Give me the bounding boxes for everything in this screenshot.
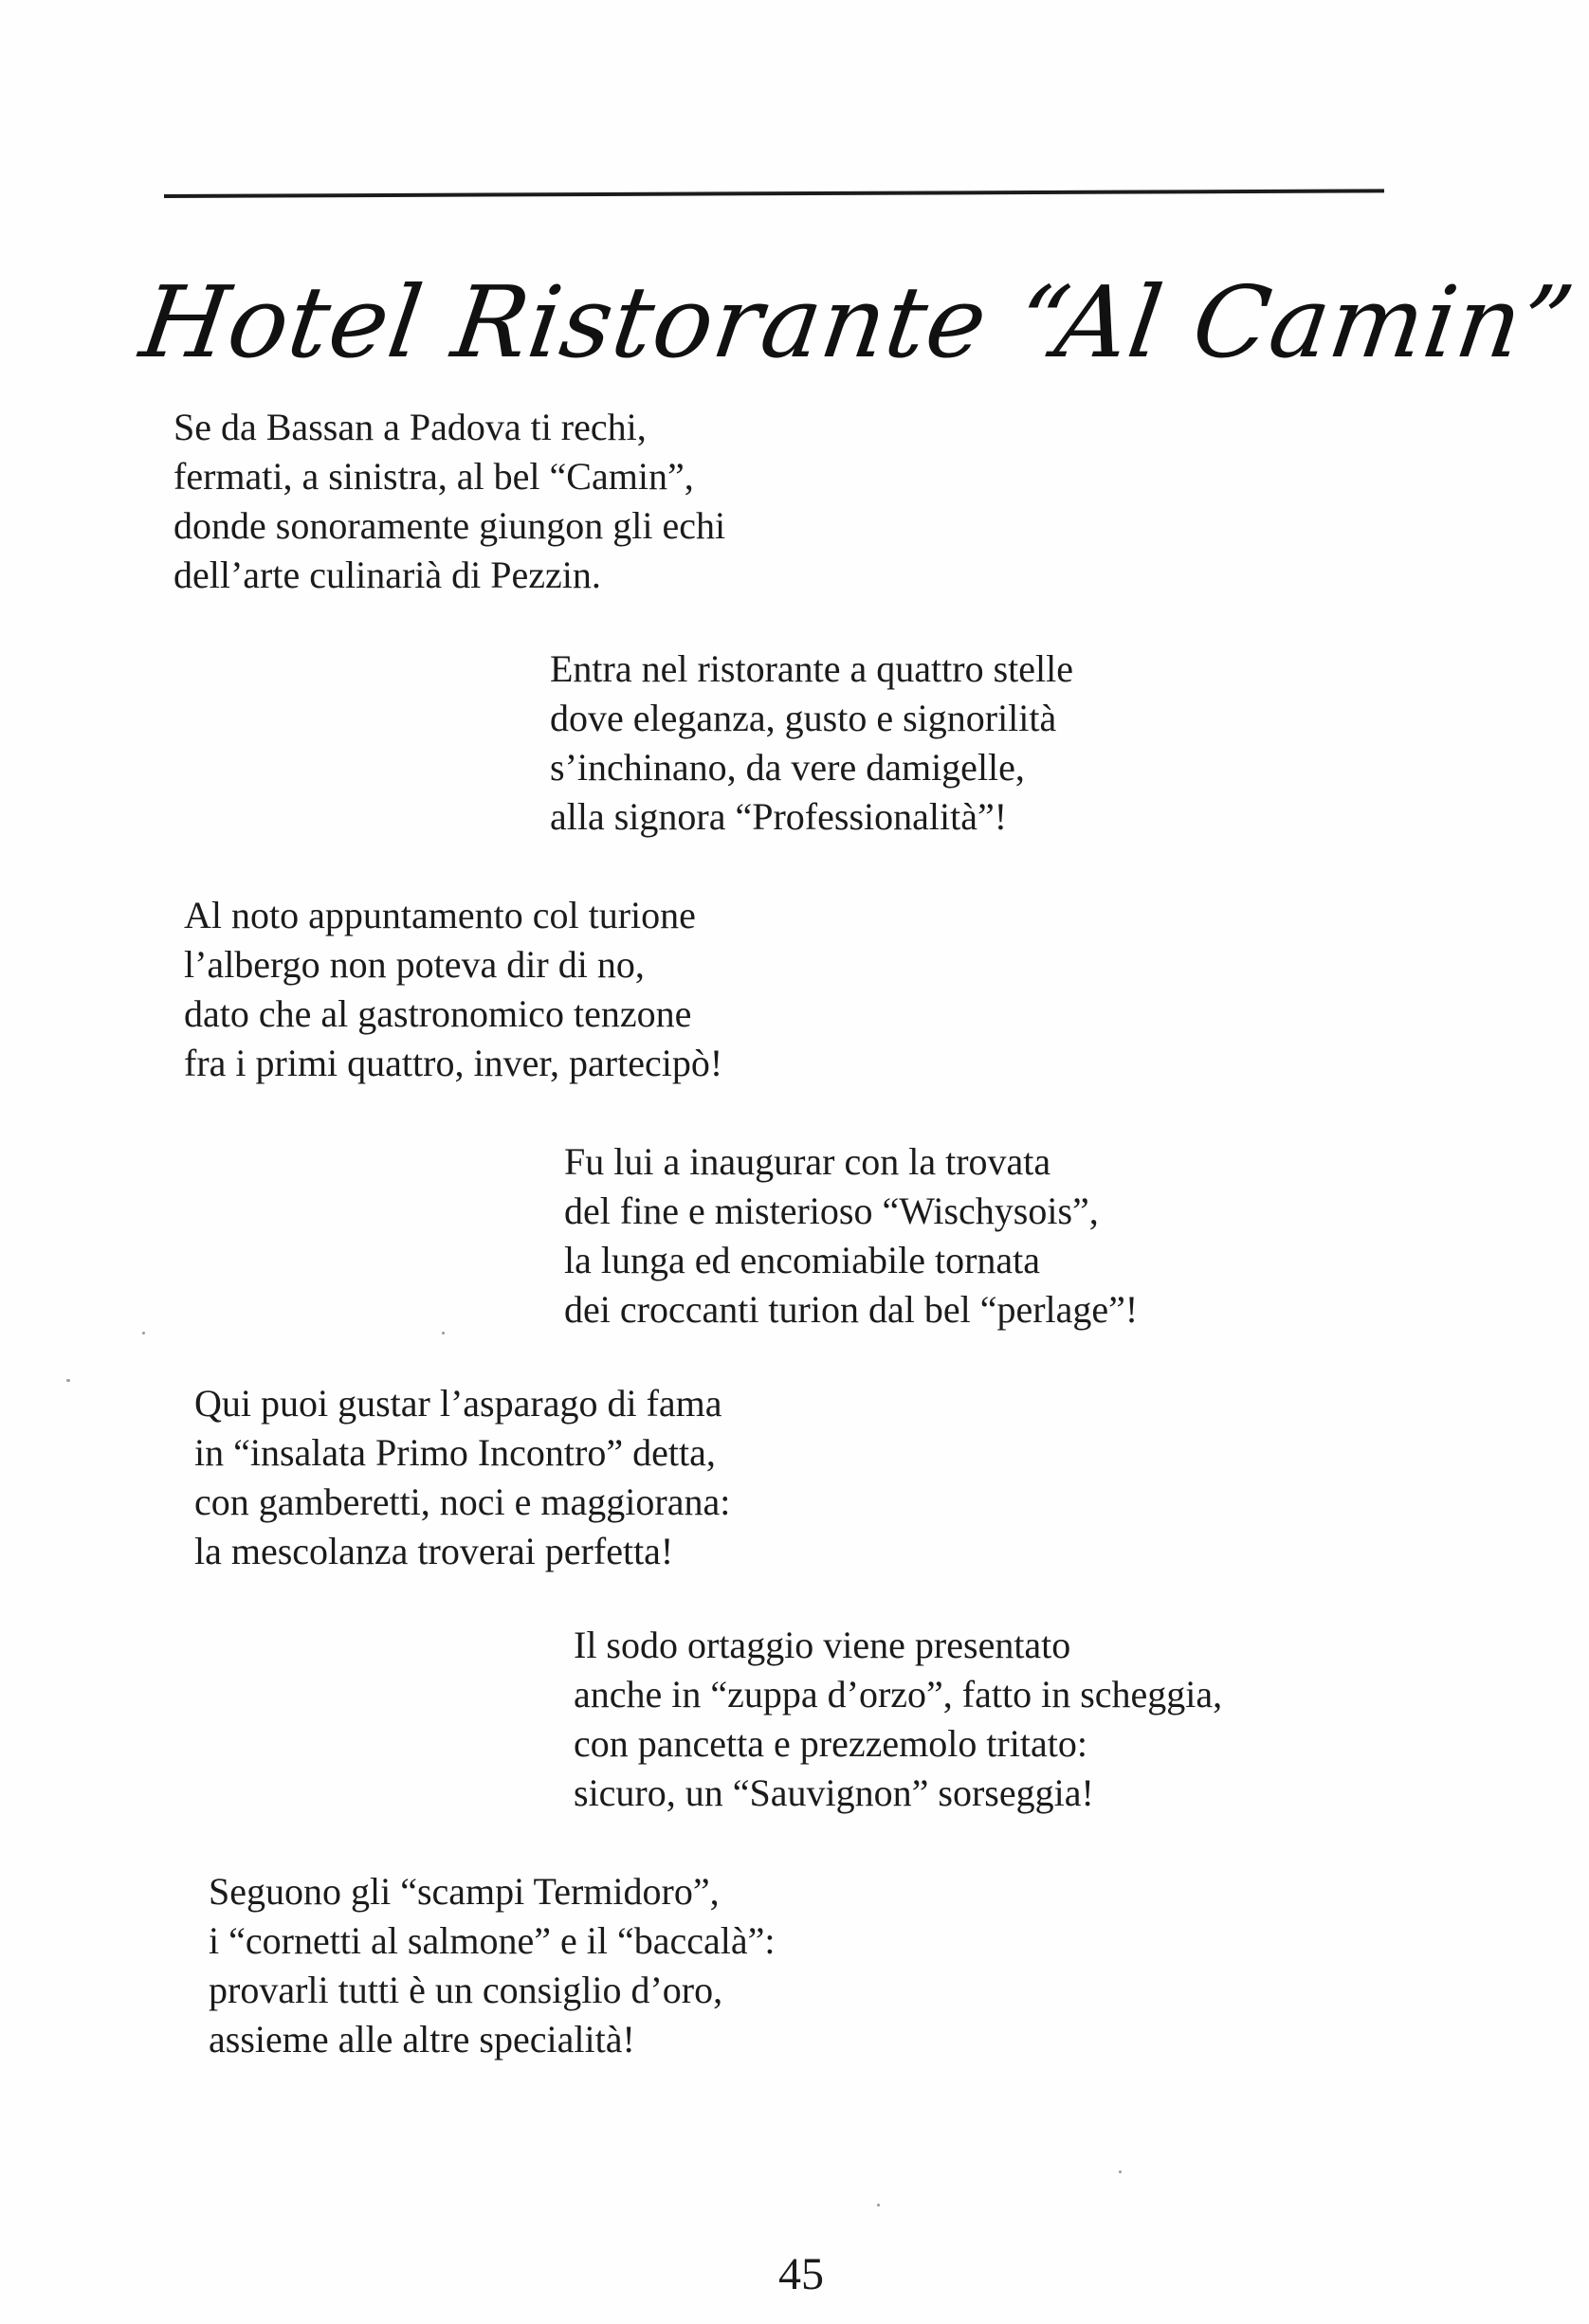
verse-line: dove eleganza, gusto e signorilità — [550, 697, 1057, 739]
verse-line: assieme alle altre specialità! — [209, 2018, 635, 2061]
verse-line: anche in “zuppa d’orzo”, fatto in scheggia, — [574, 1673, 1223, 1716]
poem-title: Hotel Ristorante “Al Camin” — [134, 264, 1581, 380]
stanza — [174, 403, 725, 600]
page-number: 45 — [778, 2249, 824, 2299]
verse-line: dato che al gastronomico tenzone — [184, 992, 692, 1035]
paper-speck — [1119, 2170, 1122, 2173]
stanza — [209, 1867, 775, 2064]
verse-line: la lunga ed encomiabile tornata — [564, 1239, 1041, 1281]
verse-line: sicuro, un “Sauvignon” sorseggia! — [574, 1771, 1094, 1814]
verse-line: provarli tutti è un consiglio d’oro, — [209, 1969, 723, 2011]
verse-line: del fine e misterioso “Wischysois”, — [564, 1189, 1099, 1232]
verse-line: Seguono gli “scampi Termidoro”, — [209, 1870, 720, 1913]
verse-line: Al noto appuntamento col turione — [184, 894, 696, 936]
verse-line: dell’arte culinarià di Pezzin. — [174, 554, 601, 596]
verse-line: s’inchinano, da vere damigelle, — [550, 746, 1025, 789]
verse-line: con gamberetti, noci e maggiorana: — [194, 1480, 731, 1523]
paper-speck — [877, 2204, 880, 2206]
stanza — [184, 891, 722, 1088]
verse-line: i “cornetti al salmone” e il “baccalà”: — [209, 1919, 776, 1962]
verse-line: donde sonoramente giungon gli echi — [174, 504, 726, 547]
stanza — [574, 1621, 1222, 1818]
verse-line: Il sodo ortaggio viene presentato — [574, 1624, 1071, 1666]
verse-line: alla signora “Professionalità”! — [550, 795, 1008, 838]
verse-line: dei croccanti turion dal bel “perlage”! — [564, 1288, 1139, 1331]
verse-line: con pancetta e prezzemolo tritato: — [574, 1722, 1087, 1765]
verse-line: Se da Bassan a Padova ti rechi, — [174, 406, 647, 448]
stanza — [550, 645, 1073, 842]
stanza — [194, 1379, 730, 1576]
verse-line: fra i primi quattro, inver, partecipò! — [184, 1042, 723, 1084]
verse-line: l’albergo non poteva dir di no, — [184, 943, 645, 986]
verse-line: la mescolanza troverai perfetta! — [194, 1530, 674, 1572]
stanza — [564, 1137, 1138, 1334]
verse-line: Entra nel ristorante a quattro stelle — [550, 647, 1074, 690]
verse-line: fermati, a sinistra, al bel “Camin”, — [174, 455, 694, 498]
verse-line: in “insalata Primo Incontro” detta, — [194, 1431, 716, 1474]
verse-line: Qui puoi gustar l’asparago di fama — [194, 1382, 722, 1425]
paper-speck — [442, 1332, 445, 1334]
paper-speck — [66, 1379, 70, 1382]
verse-line: Fu lui a inaugurar con la trovata — [564, 1140, 1051, 1183]
header-rule — [164, 189, 1384, 198]
paper-speck — [142, 1332, 145, 1334]
